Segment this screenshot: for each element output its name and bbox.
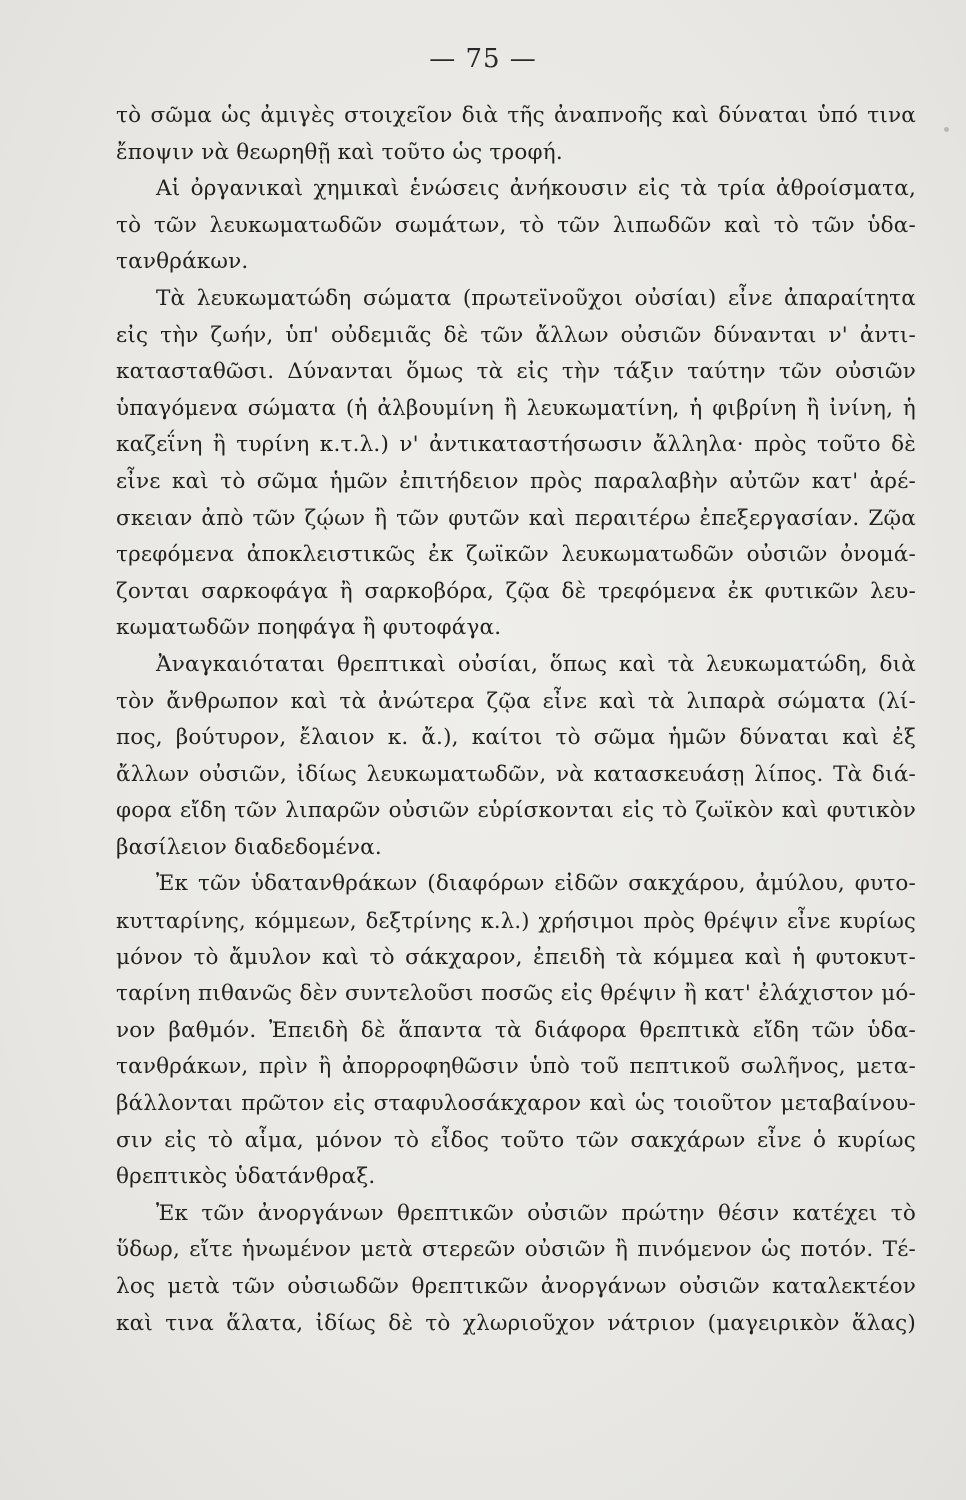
text-line: βάλλονται πρῶτον εἰς σταφυλοσάκχαρον καὶ ὡς τοιοῦτον μεταβαίνου- xyxy=(116,1091,916,1117)
text-line: Αἱ ὀργανικαὶ χημικαὶ ἑνώσεις ἀνήκουσιν εἰς τὰ τρία ἀθροίσματα, xyxy=(156,176,916,202)
text-line: εἰς τὴν ζωήν, ὑπ' οὐδεμιᾶς δὲ τῶν ἄλλων οὐσιῶν δύνανται ν' ἀντι- xyxy=(116,322,916,348)
text-line: φορα εἴδη τῶν λιπαρῶν οὐσιῶν εὑρίσκονται εἰς τὸ ζωϊκὸν καὶ φυτικὸν xyxy=(116,798,916,824)
page-number: — 75 — xyxy=(429,44,537,74)
text-line: κυτταρίνης, κόμμεων, δεξτρίνης κ.λ.) χρήσιμοι πρὸς θρέψιν εἶνε κυρίως xyxy=(116,909,916,934)
text-line: κωματωδῶν ποηφάγα ἢ φυτοφάγα. xyxy=(116,615,502,641)
text-line: τὸ σῶμα ὡς ἀμιγὲς στοιχεῖον διὰ τῆς ἀναπνοῆς καὶ δύναται ὑπό τινα xyxy=(116,103,916,128)
text-line: πος, βούτυρον, ἔλαιον κ. ἄ.), καίτοι τὸ σῶμα ἡμῶν δύναται καὶ ἐξ xyxy=(116,725,916,751)
text-line: θρεπτικὸς ὑδατάνθραξ. xyxy=(116,1164,376,1190)
text-line: τρεφόμενα ἀποκλειστικῶς ἐκ ζωϊκῶν λευκωματωδῶν οὐσιῶν ὀνομά- xyxy=(116,542,916,568)
text-line: νον βαθμόν. Ἐπειδὴ δὲ ἅπαντα τὰ διάφορα θρεπτικὰ εἴδη τῶν ὑδα- xyxy=(116,1017,916,1043)
text-line: καὶ τινα ἅλατα, ἰδίως δὲ τὸ χλωριοῦχον νάτριον (μαγειρικὸν ἅλας) xyxy=(116,1310,916,1336)
text-line: εἶνε καὶ τὸ σῶμα ἡμῶν ἐπιτήδειον πρὸς παραλαβὴν αὐτῶν κατ' ἀρέ- xyxy=(116,468,916,494)
text-line: λος μετὰ τῶν οὐσιωδῶν θρεπτικῶν ἀνοργάνων οὐσιῶν καταλεκτέον xyxy=(116,1274,916,1299)
text-line: Τὰ λευκωματώδη σώματα (πρωτεϊνοῦχοι οὐσίαι) εἶνε ἀπαραίτητα xyxy=(156,285,916,311)
text-line: τανθράκων. xyxy=(116,249,249,275)
text-line: σιν εἰς τὸ αἷμα, μόνον τὸ εἶδος τοῦτο τῶν σακχάρων εἶνε ὁ κυρίως xyxy=(116,1127,916,1153)
text-line: τὸ τῶν λευκωματωδῶν σωμάτων, τὸ τῶν λιπωδῶν καὶ τὸ τῶν ὑδα- xyxy=(116,212,916,238)
text-line: Ἐκ τῶν ἀνοργάνων θρεπτικῶν οὐσιῶν πρώτην θέσιν κατέχει τὸ xyxy=(156,1200,916,1226)
text-line: κατασταθῶσι. Δύνανται ὅμως τὰ εἰς τὴν τάξιν ταύτην τῶν οὐσιῶν xyxy=(116,359,916,385)
text-line: τὸν ἄνθρωπον καὶ τὰ ἀνώτερα ζῷα εἶνε καὶ τὰ λιπαρὰ σώματα (λί- xyxy=(116,688,916,714)
text-line: ἔποψιν νὰ θεωρηθῇ καὶ τοῦτο ὡς τροφή. xyxy=(116,139,563,165)
text-line: Ἀναγκαιόταται θρεπτικαὶ οὐσίαι, ὅπως καὶ τὰ λευκωματώδη, διὰ xyxy=(156,651,916,677)
text-line: μόνον τὸ ἄμυλον καὶ τὸ σάκχαρον, ἐπειδὴ τὰ κόμμεα καὶ ἡ φυτοκυτ- xyxy=(116,944,916,970)
text-line: Ἐκ τῶν ὑδατανθράκων (διαφόρων εἰδῶν σακχάρου, ἀμύλου, φυτο- xyxy=(156,871,916,897)
text-line: ζονται σαρκοφάγα ἢ σαρκοβόρα, ζῷα δὲ τρεφόμενα ἐκ φυτικῶν λευ- xyxy=(116,578,916,604)
body-text xyxy=(116,98,916,1342)
text-line: ὑπαγόμενα σώματα (ἡ ἀλβουμίνη ἢ λευκωματίνη, ἡ φιβρίνη ἢ ἰνίνη, ἡ xyxy=(116,395,916,421)
text-line: ὕδωρ, εἴτε ἡνωμένον μετὰ στερεῶν οὐσιῶν ἢ πινόμενον ὡς ποτόν. Τέ- xyxy=(116,1237,916,1263)
paper-speck xyxy=(944,127,949,132)
text-line: ταρίνη πιθανῶς δὲν συντελοῦσι ποσῶς εἰς θρέψιν ἢ κατ' ἐλάχιστον μό- xyxy=(116,981,916,1007)
text-line: βασίλειον διαδεδομένα. xyxy=(116,834,382,860)
text-line: ἄλλων οὐσιῶν, ἰδίως λευκωματωδῶν, νὰ κατασκευάσῃ λίπος. Τὰ διά- xyxy=(116,761,916,787)
text-line: καζεΐνη ἢ τυρίνη κ.τ.λ.) ν' ἀντικαταστήσωσιν ἄλληλα· πρὸς τοῦτο δὲ xyxy=(116,432,916,458)
text-line: σκειαν ἀπὸ τῶν ζῴων ἢ τῶν φυτῶν καὶ περαιτέρω ἐπεξεργασίαν. Ζῷα xyxy=(116,505,916,531)
text-line: τανθράκων, πρὶν ἢ ἀπορροφηθῶσιν ὑπὸ τοῦ πεπτικοῦ σωλῆνος, μετα- xyxy=(116,1054,916,1080)
